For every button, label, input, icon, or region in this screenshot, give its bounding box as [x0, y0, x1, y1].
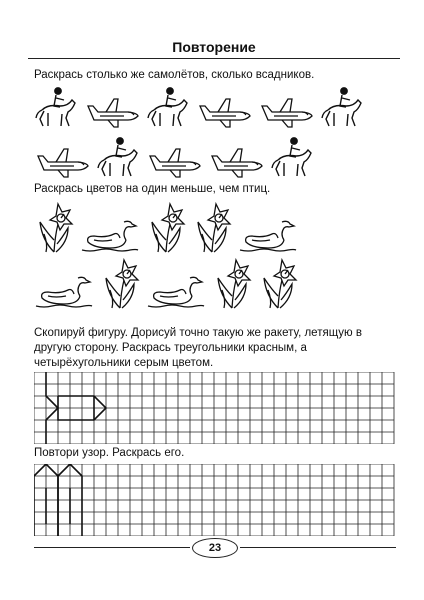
swan-picture[interactable]: [238, 218, 298, 254]
plane-picture[interactable]: [196, 96, 252, 128]
title-divider: [28, 58, 400, 59]
swan-picture[interactable]: [34, 274, 94, 310]
flower-picture[interactable]: [146, 200, 186, 254]
flower-picture[interactable]: [34, 200, 74, 254]
row-riders-planes-2: [34, 136, 320, 178]
row-flowers-swans-2: [34, 256, 304, 310]
worksheet-page: [28, 38, 400, 562]
swan-picture[interactable]: [80, 218, 140, 254]
plane-picture[interactable]: [84, 96, 140, 128]
flower-picture[interactable]: [258, 256, 298, 310]
page-title: Повторение: [172, 39, 256, 55]
rider-picture[interactable]: [270, 136, 314, 178]
rider-picture[interactable]: [34, 86, 78, 128]
swan-picture[interactable]: [146, 274, 206, 310]
flower-picture[interactable]: [212, 256, 252, 310]
rider-picture[interactable]: [146, 86, 190, 128]
plane-picture[interactable]: [208, 146, 264, 178]
pattern-grid[interactable]: [34, 464, 396, 541]
rocket-grid[interactable]: [34, 372, 396, 449]
footer-rule-left: [34, 547, 190, 548]
row-flowers-swans-1: [34, 200, 304, 254]
page-number: 23: [192, 538, 238, 558]
task-flowers-birds: Раскрась цветов на один меньше, чем птиц.: [34, 183, 271, 195]
plane-picture[interactable]: [146, 146, 202, 178]
task-rocket: Скопируй фигуру. Дорисуй точно такую же ракету, летящую в другую сторону. Раскрась треугольники красным, а четырёхугольники серым цветом.: [34, 327, 362, 369]
plane-picture[interactable]: [34, 146, 90, 178]
flower-picture[interactable]: [192, 200, 232, 254]
footer-rule-right: [240, 547, 396, 548]
rider-picture[interactable]: [96, 136, 140, 178]
rider-picture[interactable]: [320, 86, 364, 128]
row-riders-planes-1: [34, 86, 370, 128]
flower-picture[interactable]: [100, 256, 140, 310]
task-pattern: Повтори узор. Раскрась его.: [34, 447, 185, 459]
task-planes-riders: Раскрась столько же самолётов, сколько всадников.: [34, 69, 315, 81]
plane-picture[interactable]: [258, 96, 314, 128]
